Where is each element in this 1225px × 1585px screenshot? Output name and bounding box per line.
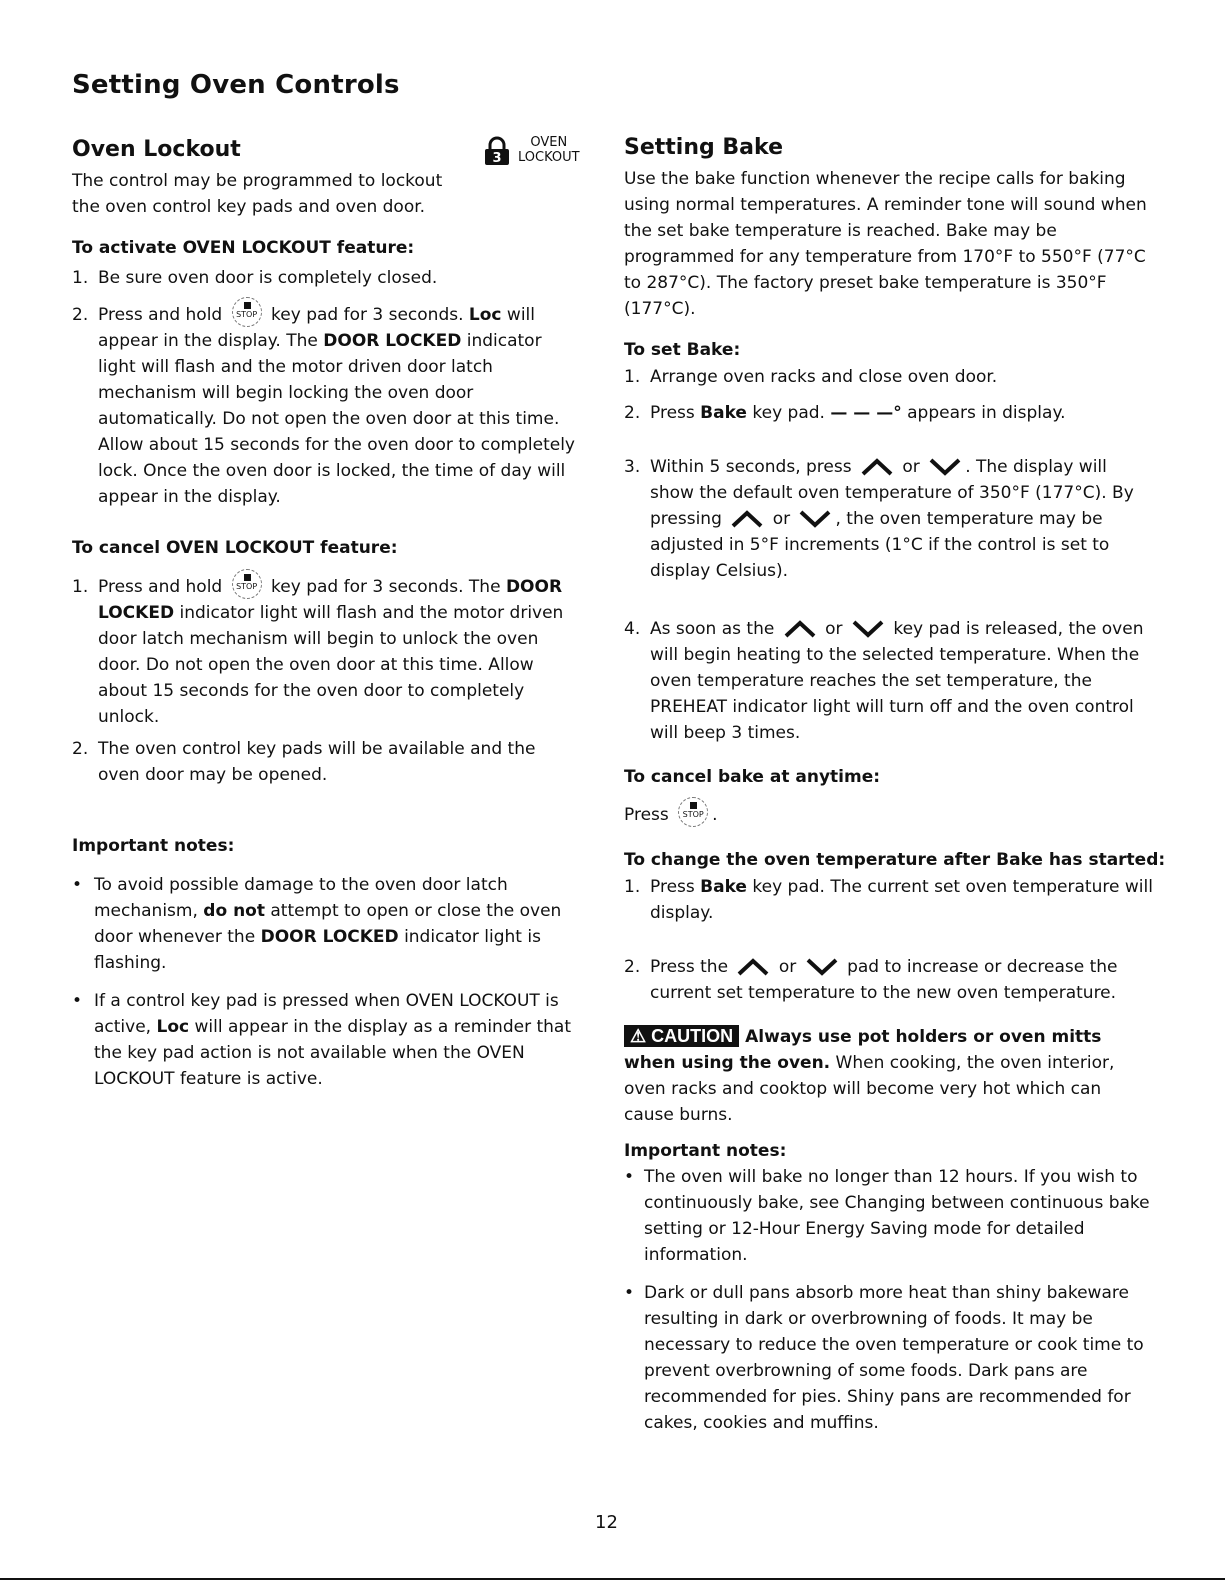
cancel-bake-instruction: Press STOP . — [624, 802, 1154, 828]
lockout-label: OVEN LOCKOUT — [518, 135, 580, 165]
right-note-1: • The oven will bake no longer than 12 hours. If you wish to continuously bake, see Changing between continuous bake setting or 12-Hour Energy Saving mode for detailed information. — [624, 1167, 1150, 1265]
set-bake-step-1: 1. Arrange oven racks and close oven door. — [624, 367, 998, 387]
svg-text:3: 3 — [492, 151, 502, 166]
right-note-2: • Dark or dull pans absorb more heat than shiny bakeware resulting in dark or overbrowning of foods. It may be necessary to reduce the oven temperature or cook time to prevent overbrowning of some foods. Dark pans are recommended for pies. Shiny pans are recommended for cakes, cookies and muffins. — [624, 1283, 1144, 1433]
up-arrow-icon — [731, 510, 763, 528]
down-arrow-icon — [929, 458, 961, 476]
change-temperature-heading: To change the oven temperature after Bake has started: — [624, 850, 1166, 870]
cancel-step-1: 1. Press and hold STOP key pad for 3 seconds. The DOOR LOCKED indicator light will flash and the motor driven door latch mechanism will begin to unlock the oven door. Do not open the oven door at this time. Allow about 15 seconds for the oven door to completely unlock. — [72, 574, 582, 730]
stop-key-icon: STOP — [232, 569, 262, 599]
cancel-bake-heading: To cancel bake at anytime: — [624, 767, 881, 787]
oven-lockout-heading: Oven Lockout — [72, 137, 241, 162]
left-note-2: • If a control key pad is pressed when OVEN LOCKOUT is active, Loc will appear in the display as a reminder that the key pad action is not available when the OVEN LOCKOUT feature is active. — [72, 991, 571, 1089]
oven-lockout-intro: The control may be programmed to lockout the oven control key pads and oven door. — [72, 171, 443, 217]
down-arrow-icon — [806, 958, 838, 976]
left-important-notes-heading: Important notes: — [72, 836, 235, 856]
activate-step-2: 2. Press and hold STOP key pad for 3 seconds. Loc will appear in the display. The DOOR LOCKED indicator light will flash and the motor driven door latch mechanism will begin locking the oven door automatically. Do not open the oven door at this time. Allow about 15 seconds for the oven door to completely lock. Once the oven door is locked, the time of day will appear in the display. — [72, 302, 582, 510]
caution-badge: ⚠ CAUTION — [624, 1025, 739, 1047]
lock-icon — [484, 136, 510, 166]
stop-key-icon: STOP — [232, 297, 262, 327]
up-arrow-icon — [861, 458, 893, 476]
set-bake-step-3: 3. Within 5 seconds, press or . The display will show the default oven temperature of 350°F (177°C). By pressing or , the oven temperature may be adjusted in 5°F increments (1°C if the control is set to display Celsius). — [624, 457, 1134, 581]
oven-lockout-badge — [480, 133, 600, 173]
change-step-2: 2. Press the or pad to increase or decrease the current set temperature to the new oven temperature. — [624, 957, 1118, 1003]
page-number: 12 — [595, 1512, 618, 1533]
down-arrow-icon — [799, 510, 831, 528]
set-bake-step-2: 2. Press Bake key pad. — — —° appears in display. — [624, 403, 1066, 423]
right-important-notes-heading: Important notes: — [624, 1141, 787, 1161]
down-arrow-icon — [852, 620, 884, 638]
setting-bake-intro: Use the bake function whenever the recipe calls for baking using normal temperatures. A reminder tone will sound when the set bake temperature is reached. Bake may be programmed for any temperature from 170°F to 550°F (77°C to 287°C). The factory preset bake temperature is 350°F (177°C). — [624, 169, 1147, 319]
bottom-rule — [0, 1578, 1225, 1580]
activate-lockout-heading: To activate OVEN LOCKOUT feature: — [72, 238, 415, 258]
caution-block: ⚠ CAUTION Always use pot holders or oven mitts when using the oven. When cooking, the oven interior, oven racks and cooktop will become very hot which can cause burns. — [624, 1026, 1115, 1125]
setting-bake-heading: Setting Bake — [624, 135, 783, 160]
cancel-lockout-heading: To cancel OVEN LOCKOUT feature: — [72, 538, 398, 558]
left-note-1: • To avoid possible damage to the oven door latch mechanism, do not attempt to open or close the oven door whenever the DOOR LOCKED indicator light is flashing. — [72, 875, 562, 973]
up-arrow-icon — [737, 958, 769, 976]
cancel-step-2: 2. The oven control key pads will be available and the oven door may be opened. — [72, 739, 536, 785]
activate-step-1: 1. Be sure oven door is completely closed. — [72, 268, 438, 288]
up-arrow-icon — [784, 620, 816, 638]
set-bake-step-4: 4. As soon as the or key pad is released, the oven will begin heating to the selected temperature. When the oven temperature reaches the set temperature, the PREHEAT indicator light will turn off and the oven control will beep 3 times. — [624, 619, 1144, 743]
change-step-1: 1. Press Bake key pad. The current set oven temperature will display. — [624, 877, 1153, 923]
set-bake-heading: To set Bake: — [624, 340, 741, 360]
page-title: Setting Oven Controls — [72, 70, 400, 100]
stop-key-icon: STOP — [678, 797, 708, 827]
